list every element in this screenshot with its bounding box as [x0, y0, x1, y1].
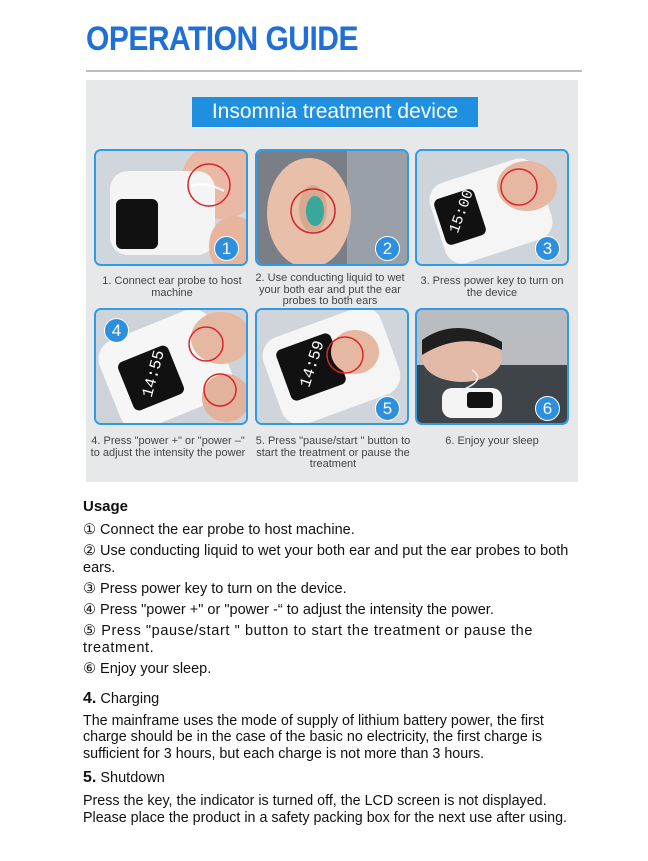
step-4-display-text: 14:55 [138, 348, 169, 400]
page-title: OPERATION GUIDE [86, 20, 358, 58]
shutdown-text-line-1: Press the key, the indicator is turned off, the LCD screen is not displayed. [83, 793, 547, 809]
usage-step-4: ④ Press "power +" or "power -“ to adjust the intensity the power. [83, 602, 494, 618]
usage-step-6: ⑥ Enjoy your sleep. [83, 661, 212, 677]
shutdown-number: 5. [83, 769, 97, 786]
usage-step-2: ② Use conducting liquid to wet your both ear and put the ear probes to both ears. [83, 543, 569, 576]
shutdown-text-line-2: Please place the product in a safety packing box for the next use after using. [83, 810, 568, 826]
usage-step-1: ① Connect the ear probe to host machine. [83, 522, 355, 538]
shutdown-heading [83, 769, 165, 787]
charging-text: The mainframe uses the mode of supply of lithium battery power, the first charge should be in the case of the basic no electricity, the first charge is sufficient for 3 hours, but each charge is not more than 3 hours. [83, 713, 544, 762]
title-divider [86, 70, 582, 72]
shutdown-title: Shutdown [100, 770, 165, 786]
step-3-caption: 3. Press power key to turn on the device [420, 275, 564, 299]
step-4-number-badge: 4 [104, 318, 129, 343]
step-1-number-badge: 1 [214, 236, 239, 261]
step-3-number-badge: 3 [535, 236, 560, 261]
usage-heading: Usage [83, 498, 129, 515]
step-6-number-badge: 6 [535, 396, 560, 421]
charging-number: 4. [83, 690, 97, 707]
step-4-caption: 4. Press "power +" or "power –" to adjust the intensity the power [90, 435, 246, 459]
step-5-display-text: 14:59 [296, 338, 329, 390]
step-2-caption: 2. Use conducting liquid to wet your both ear and put the ear probes to both ears [255, 272, 405, 307]
device-banner: Insomnia treatment device [192, 97, 478, 127]
step-5-number-badge: 5 [375, 396, 400, 421]
step-1-caption: 1. Connect ear probe to host machine [102, 275, 242, 299]
step-2-number-badge: 2 [375, 236, 400, 261]
usage-step-3: ③ Press power key to turn on the device. [83, 581, 347, 597]
charging-heading [83, 690, 159, 708]
charging-title: Charging [100, 691, 160, 707]
usage-step-5: ⑤ Press "pause/start " button to start the treatment or pause the treatment. [83, 623, 533, 656]
step-3-display-text: 15:00 [446, 187, 478, 236]
step-5-caption: 5. Press "pause/start " button to start the treatment or pause the treatment [255, 435, 411, 470]
step-6-caption: 6. Enjoy your sleep [445, 435, 539, 447]
